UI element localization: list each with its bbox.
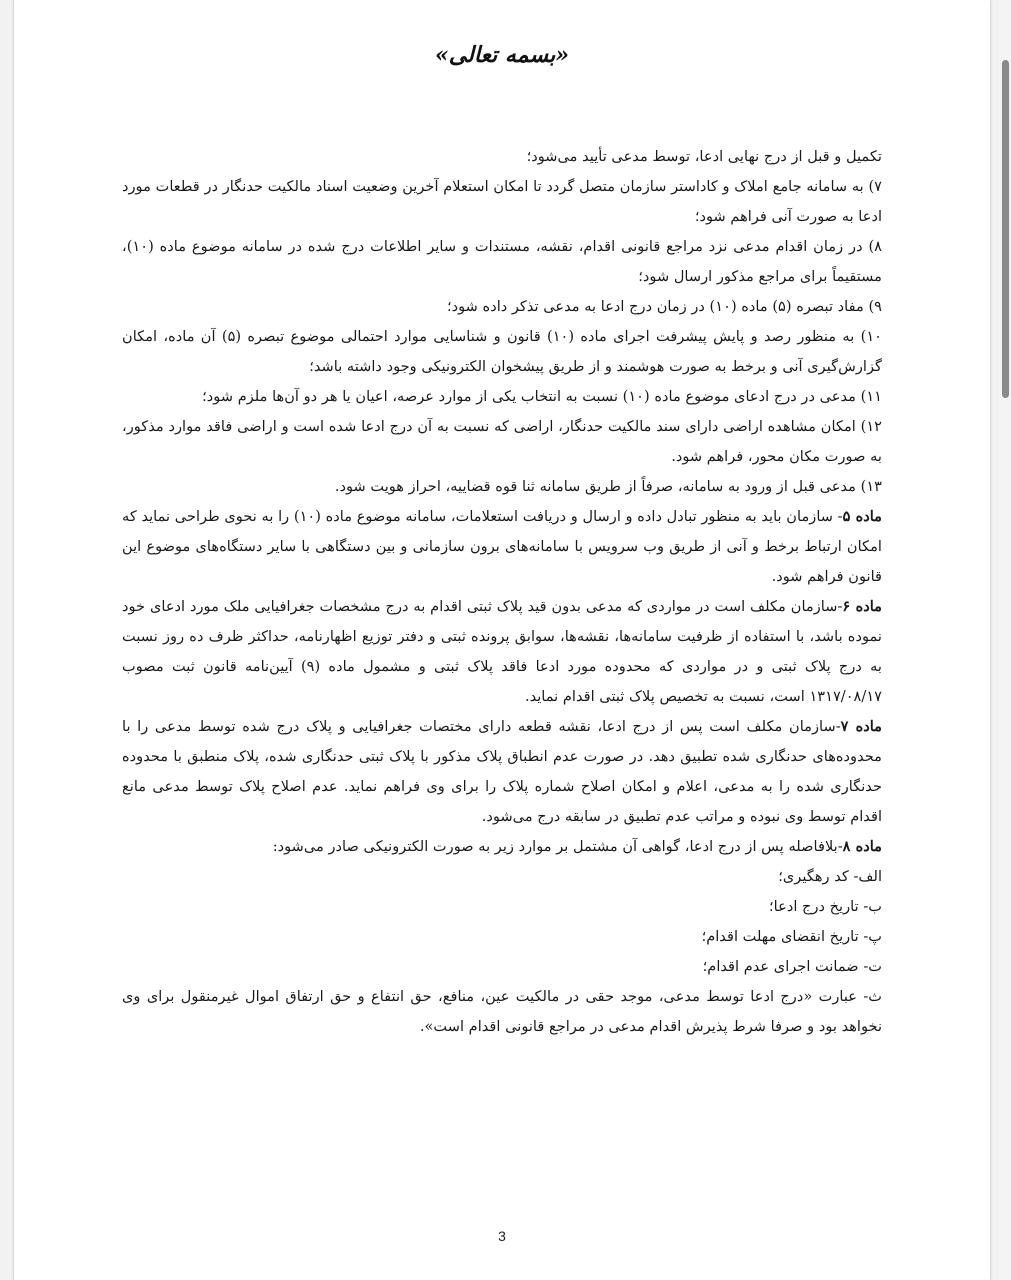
article-7 [122,712,882,832]
document-body [122,142,882,1042]
item-number: ۱۲) [860,418,882,435]
item-number: ۱۳) [860,478,882,495]
page-header-title: «بسمه تعالی» [435,42,569,68]
article-8 [122,832,882,862]
item-text: مدعی در درج ادعای موضوع ماده (۱۰) نسبت به انتخاب یکی از موارد عرصه، اعیان یا هر دو آن‌ها ملزم شود؛ [202,388,856,405]
subitem-pe: پ- تاریخ انقضای مهلت اقدام؛ [701,928,882,945]
item-number: ۹) [868,298,882,315]
article-label: ماده ۸ [842,838,882,855]
list-item-11 [122,382,882,412]
article-text: -بلافاصله پس از درج ادعا، گواهی آن مشتمل بر موارد زیر به صورت الکترونیکی صادر می‌شود: [272,838,843,855]
item-number: ۸) [868,238,882,255]
item-text: مفاد تبصره (۵) ماده (۱۰) در زمان درج ادعا به مدعی تذکر داده شود؛ [447,298,864,315]
article-6 [122,592,882,712]
item-number: ۱۱) [860,388,882,405]
scrollbar-thumb[interactable] [1002,60,1009,398]
subitem-se: ث- عبارت «درج ادعا توسط مدعی، موجد حقی در مالکیت عین، منافع، حق انتفاع و حق ارتفاق اموال غیرمنقول برای وی نخواهد بود و صرفا شرط پذیرش اقدام مدعی در مراجع قانونی اقدام است». [122,988,882,1035]
document-page [14,0,990,1280]
item-text: امکان مشاهده اراضی دارای سند مالکیت حدنگار، اراضی که نسبت به آن درج ادعا شده است و اراضی فاقد موارد مذکور، به صورت مکان محور، فراهم شود. [122,418,882,465]
list-item-12 [122,412,882,472]
item-text: به منظور رصد و پایش پیشرفت اجرای ماده (۱۰) قانون و شناسایی موارد احتمالی موضوع تبصره (۵) آن ماده، امکان گزارش‌گیری آنی و برخط به صورت هوشمند و از طریق پیشخوان الکترونیکی وجود داشته باشد؛ [122,328,882,375]
subitem-be: ب- تاریخ درج ادعا؛ [769,898,882,915]
list-item-8 [122,232,882,292]
list-item-13 [122,472,882,502]
article-text: -سازمان مکلف است پس از درج ادعا، نقشه قطعه دارای مختصات جغرافیایی و پلاک درج شده توسط مدعی را با محدوده‌های حدنگاری شده تطبیق دهد. در صورت عدم انطباق پلاک مذکور با پلاک ثبتی حدنگاری شده، پلاک منطبق با محدوده حدنگاری شده را به مدعی، اعلام و امکان اصلاح شماره پلاک را برای وی فراهم نماید. عدم اصلاح پلاک توسط مدعی مانع اقدام توسط وی نبوده و مراتب عدم تطبیق در سابقه درج می‌شود. [122,718,882,825]
page-number: 3 [498,1228,506,1244]
list-item-10 [122,322,882,382]
subitem-te: ت- ضمانت اجرای عدم اقدام؛ [702,958,882,975]
list-item-7 [122,172,882,232]
subitem-alef: الف- کد رهگیری؛ [778,868,882,885]
article-5 [122,502,882,592]
article-label: ماده ۶ [842,598,882,615]
vertical-scrollbar[interactable] [999,0,1011,1280]
item-text: به سامانه جامع املاک و کاداستر سازمان متصل گردد تا امکان استعلام آخرین وضعیت اسناد مالکیت حدنگار در قطعات مورد ادعا به صورت آنی فراهم شود؛ [122,178,882,225]
item-text: در زمان اقدام مدعی نزد مراجع قانونی اقدام، نقشه، مستندات و سایر اطلاعات درج شده در سامانه موضوع ماده (۱۰)، مستقیماً برای مراجع مذکور ارسال شود؛ [122,238,882,285]
item-number: ۷) [868,178,883,195]
article-text: -سازمان مکلف است در مواردی که مدعی بدون قید پلاک ثبتی اقدام به درج مشخصات جغرافیایی ملک مورد ادعای خود نموده باشد، با استفاده از ظرفیت سامانه‌ها، نقشه‌ها، سوابق پرونده ثبتی و دفتر توزیع اظهارنامه، حداکثر ظرف ده روز نسبت به درج پلاک ثبتی و در مواردی که محدوده مورد ادعا فاقد پلاک ثبتی و مشمول ماده (۹) آیین‌نامه قانون ثبت مصوب ۱۳۱۷/۰۸/۱۷ است، نسبت به تخصیص پلاک ثبتی اقدام نماید. [122,598,882,705]
continuation-line: تکمیل و قبل از درج نهایی ادعا، توسط مدعی تأیید می‌شود؛ [526,148,882,165]
article-label: ماده ۷ [840,718,882,735]
item-text: مدعی قبل از ورود به سامانه، صرفاً از طریق سامانه ثنا قوه قضاییه، احراز هویت شود. [334,478,856,495]
article-text: - سازمان باید به منظور تبادل داده و ارسال و دریافت استعلامات، سامانه موضوع ماده (۱۰) را به نحوی طراحی نماید که امکان ارتباط برخط و آنی از طریق وب سرویس با سامانه‌های برون سازمانی و بین دستگاهی با سایر دستگاه‌های موضوع این قانون فراهم شود. [122,508,882,585]
list-item-9 [122,292,882,322]
article-label: ماده ۵ [842,508,882,525]
item-number: ۱۰) [860,328,882,345]
